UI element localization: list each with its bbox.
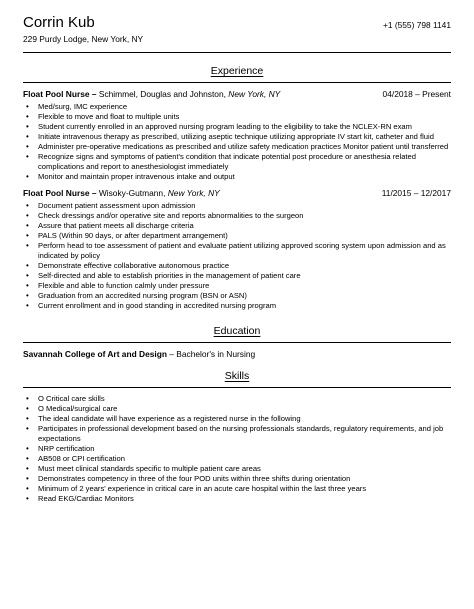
list-item: • Minimum of 2 years' experience in critical care in an acute care hospital within the last three years [23,484,451,494]
list-item: • PALS (Within 90 days, or after department arrangement) [23,231,451,241]
list-item: • Student currently enrolled in an approved nursing program leading to the eligibility to take the NCLEX-RN exam [23,122,451,132]
job-title: Float Pool Nurse [23,89,90,99]
list-item: • Graduation from an accredited nursing program (BSN or ASN) [23,291,451,301]
resume-header [23,14,451,45]
job-company: Wisoky-Gutmann, [98,188,166,198]
job-dates: 04/2018 – Present [382,89,451,99]
list-item: • Document patient assessment upon admission [23,201,451,211]
list-item: • Demonstrate effective collaborative autonomous practice [23,261,451,271]
job-entry [23,188,451,311]
candidate-name: Corrin Kub [23,14,95,31]
header-divider [23,52,451,53]
list-item: • The ideal candidate will have experience as a registered nurse in the following [23,414,451,424]
list-item: • Participates in professional development based on the nursing professionals standards, regulatory requirements, and job expectations [23,424,451,444]
list-item: • Recognize signs and symptoms of patient's condition that indicate potential post procedure or anesthesia related complications and report to anesthesiologist immediately [23,152,451,172]
list-item: • NRP certification [23,444,451,454]
list-item: • O Medical/surgical care [23,404,451,414]
list-item: • AB508 or CPI certification [23,454,451,464]
list-item: • Med/surg, IMC experience [23,102,451,112]
list-item: • Self-directed and able to establish priorities in the management of patient care [23,271,451,281]
candidate-phone: +1 (555) 798 1141 [382,20,451,30]
job-entry [23,89,451,182]
education-heading-text: Education [213,325,261,337]
job-heading: Float Pool Nurse – Wisoky-Gutmann, New York, NY [23,188,220,198]
job-location: New York, NY [228,89,281,99]
job-title: Float Pool Nurse [23,188,90,198]
list-item: • Monitor and maintain proper intravenous intake and output [23,172,451,182]
list-item: • Administer pre-operative medications as prescribed and utilize safety medication practices Monitor patient until transferred [23,142,451,152]
skills-heading-text: Skills [224,370,250,382]
header-left [23,14,143,45]
skills-divider [23,387,451,388]
experience-divider [23,82,451,83]
job-header [23,188,451,199]
job-location: New York, NY [167,188,220,198]
list-item: • Read EKG/Cardiac Monitors [23,494,451,504]
list-item: • Demonstrates competency in three of the four POD units within three shifts during orientation [23,474,451,484]
candidate-address: 229 Purdy Lodge, New York, NY [23,34,144,44]
skills-list [23,394,451,504]
skills-heading [23,370,451,383]
list-item: • O Critical care skills [23,394,451,404]
list-item: • Flexible to move and float to multiple units [23,112,451,122]
education-entry: Savannah College of Art and Design – Bachelor's in Nursing [23,349,256,359]
job-bullets [23,102,451,182]
job-company: Schimmel, Douglas and Johnston, [98,89,226,99]
job-heading: Float Pool Nurse – Schimmel, Douglas and Johnston, New York, NY [23,89,281,99]
education-degree: Bachelor's in Nursing [176,349,256,359]
list-item: • Must meet clinical standards specific to multiple patient care areas [23,464,451,474]
list-item: • Flexible and able to function calmly under pressure [23,281,451,291]
education-school: Savannah College of Art and Design [23,349,167,359]
experience-heading [23,65,451,78]
experience-heading-text: Experience [210,65,264,77]
job-header [23,89,451,100]
education-divider [23,342,451,343]
list-item: • Initiate intravenous therapy as prescribed, utilizing aseptic technique utilizing appropriate IV start kit, catheter and fluid [23,132,451,142]
list-item: • Perform head to toe assessment of patient and evaluate patient utilizing approved scoring system upon admission and as indicated by policy [23,241,451,261]
job-dates: 11/2015 – 12/2017 [381,188,451,198]
list-item: • Current enrollment and in good standing in accredited nursing program [23,301,451,311]
education-heading [23,325,451,338]
list-item: • Assure that patient meets all discharge criteria [23,221,451,231]
list-item: • Check dressings and/or operative site and reports abnormalities to the surgeon [23,211,451,221]
job-bullets [23,201,451,311]
